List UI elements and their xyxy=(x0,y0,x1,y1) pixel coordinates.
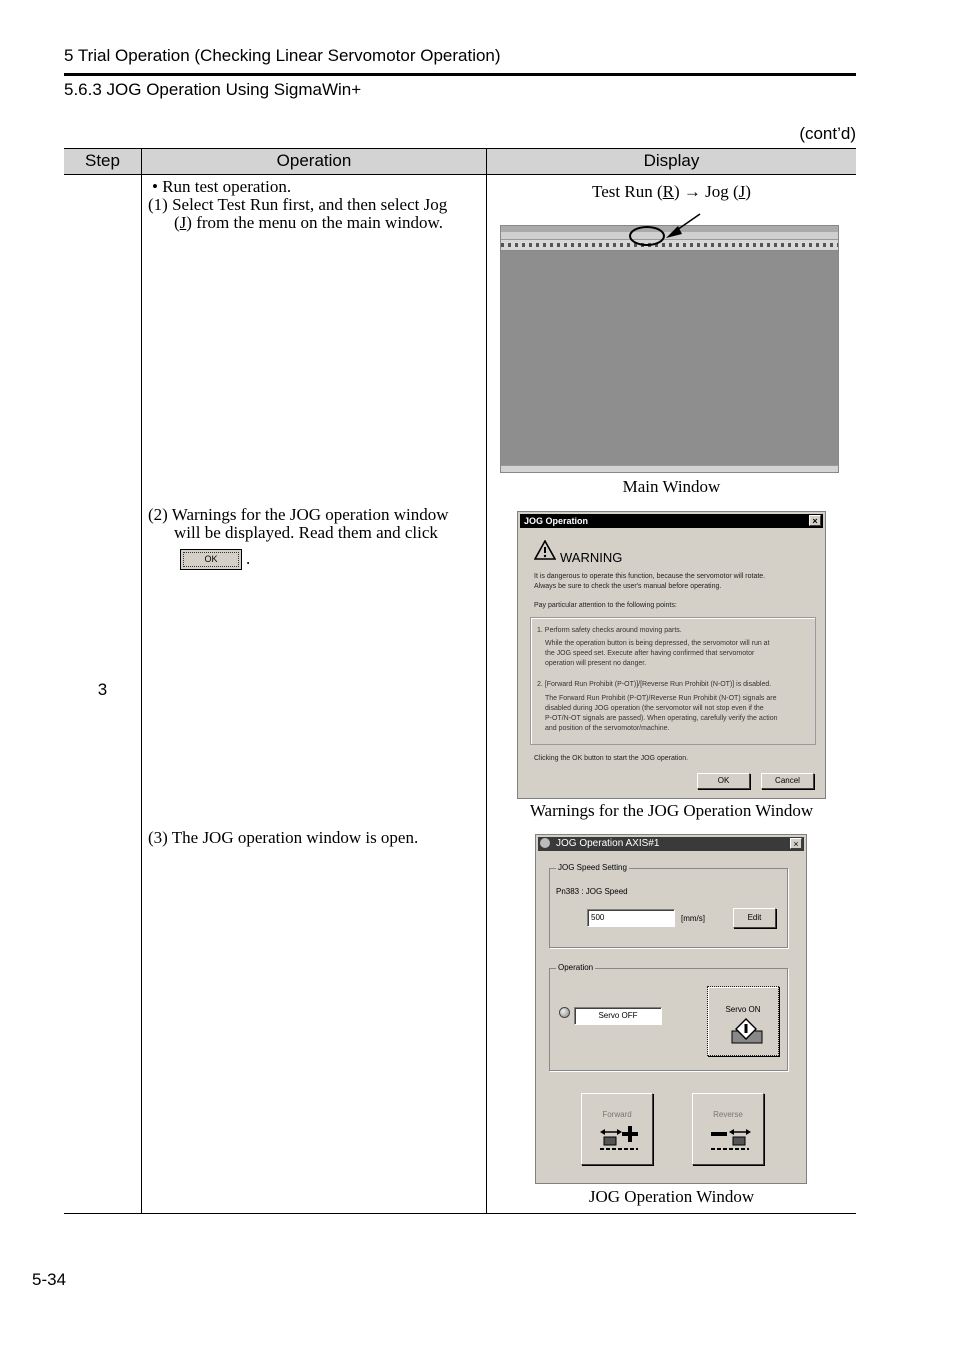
menu-path-c: ) xyxy=(745,182,751,201)
servo-status-display: Servo OFF xyxy=(574,1007,662,1025)
warning-dialog-title xyxy=(520,514,823,528)
warning-intro-2: Always be sure to check the user's manual before operating. xyxy=(534,583,722,590)
servo-motor-icon xyxy=(728,1017,764,1045)
chapter-header: 5 Trial Operation (Checking Linear Servomotor Operation) xyxy=(64,46,501,65)
reverse-minus-icon xyxy=(709,1124,751,1154)
table-bottom-rule xyxy=(64,1213,856,1214)
point-2-line-1: The Forward Run Prohibit (P-OT)/Reverse Run Prohibit (N-OT) signals are xyxy=(545,695,777,702)
operation-step-1 xyxy=(148,178,447,232)
main-window-statusbar xyxy=(501,465,838,472)
ok-button-image xyxy=(180,549,242,570)
caption-main-window: Main Window xyxy=(622,477,721,496)
jog-title-text: JOG Operation AXIS#1 xyxy=(556,838,660,849)
point-2-line-2: disabled during JOG operation (the servomotor will not stop even if the xyxy=(545,705,764,712)
operation-group xyxy=(549,963,788,1071)
operation-group-label: Operation xyxy=(558,963,594,972)
servo-on-button[interactable] xyxy=(707,986,779,1056)
point-1-line-2: the JOG speed set. Execute after having confirmed that servomotor xyxy=(545,650,755,657)
forward-label: Forward xyxy=(602,1110,632,1119)
warning-attention: Pay particular attention to the following points: xyxy=(534,602,677,609)
warning-intro-1: It is dangerous to operate this function, because the servomotor will rotate. xyxy=(534,573,766,580)
reverse-label: Reverse xyxy=(713,1110,743,1119)
header-rule xyxy=(64,73,856,76)
speed-param-label: Pn383 : JOG Speed xyxy=(556,887,628,896)
op1-shortcut-key: J xyxy=(179,213,187,232)
point-1-line-1: While the operation button is being depressed, the servomotor will run at xyxy=(545,640,770,647)
jog-speed-input[interactable]: 500 xyxy=(587,909,675,927)
pointer-arrow-icon xyxy=(664,210,704,240)
op2-line1: (2) Warnings for the JOG operation window xyxy=(148,505,449,524)
warning-heading: WARNING xyxy=(560,550,623,565)
op-bullet: • Run test operation. xyxy=(152,177,292,196)
menu-key-r: R xyxy=(662,182,674,201)
op1-paren: ( xyxy=(174,213,180,232)
jog-dialog-title xyxy=(538,837,804,851)
point-2-line-4: and position of the servomotor/machine. xyxy=(545,725,670,732)
close-icon[interactable]: × xyxy=(809,515,821,526)
point-2-line-3: P-OT/N-OT signals are passed). When operating, carefully verify the action xyxy=(545,715,778,722)
ok-button-label: OK xyxy=(183,552,239,567)
column-divider xyxy=(141,148,142,1214)
operation-step-3: (3) The JOG operation window is open. xyxy=(148,828,419,847)
point-2-title: 2. [Forward Run Prohibit (P-OT)]/[Reverse Run Prohibit (N-OT)] is disabled. xyxy=(537,681,772,688)
forward-button[interactable] xyxy=(581,1093,653,1165)
main-window-screenshot xyxy=(500,225,839,473)
highlight-circle xyxy=(629,226,665,246)
op2-period: . xyxy=(246,549,251,568)
main-window-toolbar xyxy=(501,240,838,251)
close-icon[interactable]: × xyxy=(790,838,802,849)
warning-triangle-icon xyxy=(534,540,556,560)
step-number: 3 xyxy=(97,680,108,699)
table-header xyxy=(64,148,856,175)
col-display: Display xyxy=(643,151,700,170)
col-step: Step xyxy=(85,151,120,170)
servo-status-lamp-icon xyxy=(559,1007,570,1018)
menu-path-b: ) → Jog ( xyxy=(673,182,739,201)
edit-button[interactable]: Edit xyxy=(733,908,776,928)
caption-warning-window: Warnings for the JOG Operation Window xyxy=(529,801,814,820)
jog-operation-dialog xyxy=(535,834,807,1184)
warning-title-text: JOG Operation xyxy=(524,516,589,526)
op1-line2 xyxy=(148,214,447,232)
warning-points-box xyxy=(530,617,816,745)
warning-footer: Clicking the OK button to start the JOG operation. xyxy=(534,755,689,762)
servo-on-label: Servo ON xyxy=(725,1005,761,1014)
menu-key-j: J xyxy=(738,182,746,201)
continued-label: (cont’d) xyxy=(799,124,856,143)
menu-path xyxy=(487,182,856,202)
operation-step-2 xyxy=(148,506,448,542)
op1-line1: (1) Select Test Run first, and then select Jog xyxy=(148,195,448,214)
page-number: 5-34 xyxy=(32,1270,67,1289)
point-1-title: 1. Perform safety checks around moving parts. xyxy=(537,627,682,634)
ok-button[interactable]: OK xyxy=(697,773,750,789)
warning-dialog xyxy=(517,511,826,799)
point-1-line-3: operation will present no danger. xyxy=(545,660,647,667)
jog-speed-group-label: JOG Speed Setting xyxy=(558,863,627,872)
forward-plus-icon xyxy=(598,1124,640,1154)
op2-line2: will be displayed. Read them and click xyxy=(174,523,438,542)
cancel-button[interactable]: Cancel xyxy=(761,773,814,789)
caption-jog-window: JOG Operation Window xyxy=(588,1187,755,1206)
column-divider xyxy=(486,148,487,1214)
menu-path-a: Test Run ( xyxy=(592,182,663,201)
app-icon xyxy=(540,838,550,848)
col-operation: Operation xyxy=(276,151,352,170)
speed-unit-label: [mm/s] xyxy=(681,914,705,923)
reverse-button[interactable] xyxy=(692,1093,764,1165)
section-header: 5.6.3 JOG Operation Using SigmaWin+ xyxy=(64,80,362,99)
jog-speed-group xyxy=(549,863,788,948)
procedure-table xyxy=(64,148,856,1214)
op1-text: ) from the menu on the main window. xyxy=(186,213,443,232)
